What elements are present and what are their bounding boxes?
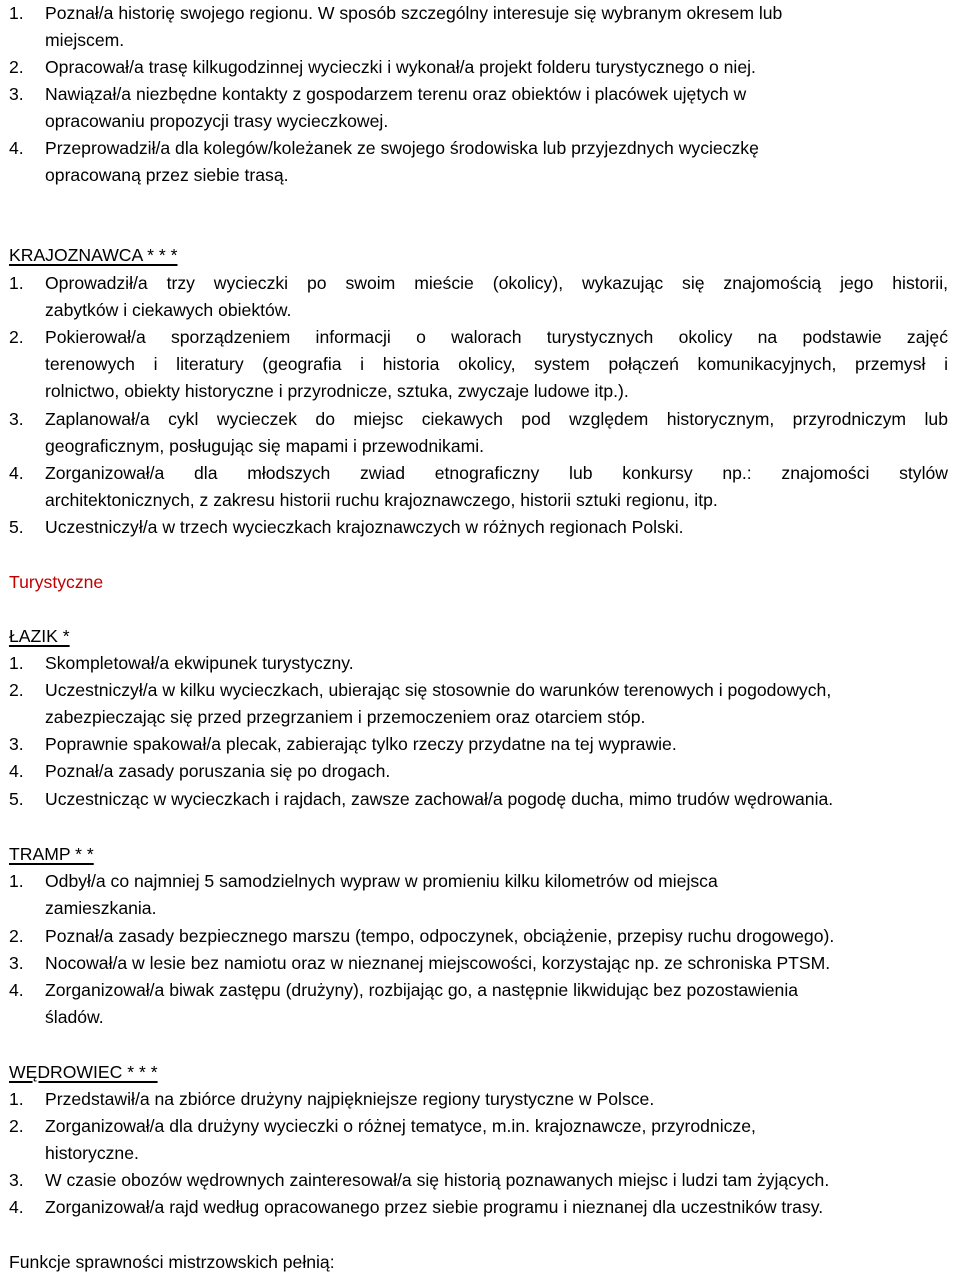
list-item-line — [0, 758, 960, 785]
list-item-text: Zorganizował/a biwak zastępu (drużyny), rozbijając go, a następnie likwidując bez pozostawienia — [45, 980, 799, 1000]
list-item-number: 3. — [9, 1170, 24, 1190]
list-item-line — [0, 351, 960, 378]
list-item-text: zabezpieczając się przed przegrzaniem i przemoczeniem oraz otarciem stóp. — [45, 707, 646, 727]
list-item-text: Uczestnicząc w wycieczkach i rajdach, zawsze zachował/a pogodę ducha, mimo trudów wędrowania. — [45, 789, 834, 809]
list-item-line — [0, 406, 960, 433]
list-item-number: 1. — [9, 273, 24, 293]
list-item-number: 2. — [9, 1116, 24, 1136]
list-item-line — [0, 1086, 960, 1113]
list-item-line — [0, 977, 960, 1004]
list-item-text: Zorganizował/a dla drużyny wycieczki o różnej tematyce, m.in. krajoznawcze, przyrodnicze, — [45, 1116, 756, 1136]
list-item-number: 4. — [9, 980, 24, 1000]
list-item-text: opracowaniu propozycji trasy wycieczkowej. — [45, 111, 389, 131]
list-item-number: 2. — [9, 680, 24, 700]
list-item-number: 1. — [9, 3, 24, 23]
list-item-number: 2. — [9, 926, 24, 946]
list-item-text: zabytków i ciekawych obiektów. — [45, 300, 292, 320]
badge-heading: WĘDROWIEC * * * — [9, 1062, 158, 1082]
list-item-line — [0, 868, 960, 895]
list-item-line — [0, 677, 960, 704]
list-item-text: Nocował/a w lesie bez namiotu oraz w nieznanej miejscowości, korzystając np. ze schroniska PTSM. — [45, 953, 831, 973]
list-item-line — [0, 108, 960, 135]
list-item-line — [0, 487, 960, 514]
list-item-text: architektonicznych, z zakresu historii ruchu krajoznawczego, historii sztuki regionu, itp. — [45, 490, 718, 510]
list-item-line — [0, 514, 960, 541]
list-item-number: 3. — [9, 953, 24, 973]
badge-heading: ŁAZIK * — [9, 626, 70, 646]
list-item-text: Poznał/a zasady bezpiecznego marszu (tempo, odpoczynek, obciążenie, przepisy ruchu drogowego). — [45, 926, 835, 946]
list-item-text: śladów. — [45, 1007, 104, 1027]
list-item-line — [0, 378, 960, 405]
list-item-line — [0, 324, 960, 351]
list-item-text: zamieszkania. — [45, 898, 157, 918]
list-item-text: Zaplanował/a cykl wycieczek do miejsc ciekawych pod względem historycznym, przyrodniczym lub — [45, 409, 948, 429]
list-item-text: Pokierował/a sporządzeniem informacji o walorach turystycznych okolicy na podstawie zajęć — [45, 327, 948, 347]
list-item-text: Poznał/a zasady poruszania się po drogach. — [45, 761, 391, 781]
badge-heading: TRAMP * * — [9, 844, 94, 864]
badge-heading: KRAJOZNAWCA * * * — [9, 245, 178, 265]
list-item-text: Przeprowadził/a dla kolegów/koleżanek ze swojego środowiska lub przyjezdnych wycieczkę — [45, 138, 759, 158]
list-item-line — [0, 135, 960, 162]
list-item-line — [0, 923, 960, 950]
list-item-number: 5. — [9, 517, 24, 537]
list-item-line — [0, 1004, 960, 1031]
list-item-text: historyczne. — [45, 1143, 139, 1163]
list-item-number: 5. — [9, 789, 24, 809]
list-item-number: 1. — [9, 871, 24, 891]
list-item-line — [0, 1167, 960, 1194]
list-item-number: 2. — [9, 57, 24, 77]
list-item-number: 1. — [9, 653, 24, 673]
list-item-line — [0, 650, 960, 677]
list-item-line — [0, 460, 960, 487]
list-item-line — [0, 704, 960, 731]
list-item-line — [0, 1140, 960, 1167]
list-item-text: Poznał/a historię swojego regionu. W sposób szczególny interesuje się wybranym okresem lub — [45, 3, 783, 23]
list-item-text: Skompletował/a ekwipunek turystyczny. — [45, 653, 354, 673]
list-item-line — [0, 81, 960, 108]
list-item-line — [0, 0, 960, 27]
list-item-line — [0, 270, 960, 297]
list-item-text: Poprawnie spakował/a plecak, zabierając tylko rzeczy przydatne na tej wyprawie. — [45, 734, 677, 754]
list-item-text: Zorganizował/a rajd według opracowanego przez siebie programu i nieznanej dla uczestników trasy. — [45, 1197, 824, 1217]
list-item-number: 2. — [9, 327, 24, 347]
list-item-line — [0, 1194, 960, 1221]
list-item-line — [0, 27, 960, 54]
list-item-number: 4. — [9, 1197, 24, 1217]
section-heading: Turystyczne — [9, 572, 104, 592]
list-item-text: Uczestniczył/a w kilku wycieczkach, ubierając się stosownie do warunków terenowych i pogodowych, — [45, 680, 832, 700]
list-item-line — [0, 162, 960, 189]
list-item-number: 4. — [9, 761, 24, 781]
list-item-text: Uczestniczył/a w trzech wycieczkach krajoznawczych w różnych regionach Polski. — [45, 517, 684, 537]
list-item-line — [0, 786, 960, 813]
list-item-text: miejscem. — [45, 30, 125, 50]
list-item-text: rolnictwo, obiekty historyczne i przyrodnicze, sztuka, zwyczaje ludowe itp.). — [45, 381, 629, 401]
list-item-number: 4. — [9, 463, 24, 483]
list-item-line — [0, 950, 960, 977]
list-item-number: 1. — [9, 1089, 24, 1109]
closing-note: Funkcje sprawności mistrzowskich pełnią: — [9, 1252, 335, 1272]
list-item-text: Przedstawił/a na zbiórce drużyny najpiękniejsze regiony turystyczne w Polsce. — [45, 1089, 655, 1109]
list-item-line — [0, 433, 960, 460]
list-item-text: W czasie obozów wędrownych zainteresował/a się historią poznawanych miejsc i ludzi tam żyjących. — [45, 1170, 830, 1190]
list-item-line — [0, 731, 960, 758]
list-item-text: terenowych i literatury (geografia i historia okolicy, system połączeń komunikacyjnych, przemysł i — [45, 354, 948, 374]
list-item-line — [0, 54, 960, 81]
list-item-text: Nawiązał/a niezbędne kontakty z gospodarzem terenu oraz obiektów i placówek ujętych w — [45, 84, 747, 104]
list-item-line — [0, 895, 960, 922]
list-item-text: geograficznym, posługując się mapami i przewodnikami. — [45, 436, 485, 456]
list-item-line — [0, 1113, 960, 1140]
list-item-number: 3. — [9, 409, 24, 429]
list-item-line — [0, 297, 960, 324]
list-item-text: Zorganizował/a dla młodszych zwiad etnograficzny lub konkursy np.: znajomości stylów — [45, 463, 948, 483]
list-item-text: Odbył/a co najmniej 5 samodzielnych wypraw w promieniu kilku kilometrów od miejsca — [45, 871, 718, 891]
list-item-number: 3. — [9, 734, 24, 754]
list-item-text: Oprowadził/a trzy wycieczki po swoim mieście (okolicy), wykazując się znajomością jego historii, — [45, 273, 948, 293]
list-item-number: 3. — [9, 84, 24, 104]
list-item-text: Opracował/a trasę kilkugodzinnej wycieczki i wykonał/a projekt folderu turystycznego o niej. — [45, 57, 756, 77]
list-item-text: opracowaną przez siebie trasą. — [45, 165, 289, 185]
list-item-number: 4. — [9, 138, 24, 158]
